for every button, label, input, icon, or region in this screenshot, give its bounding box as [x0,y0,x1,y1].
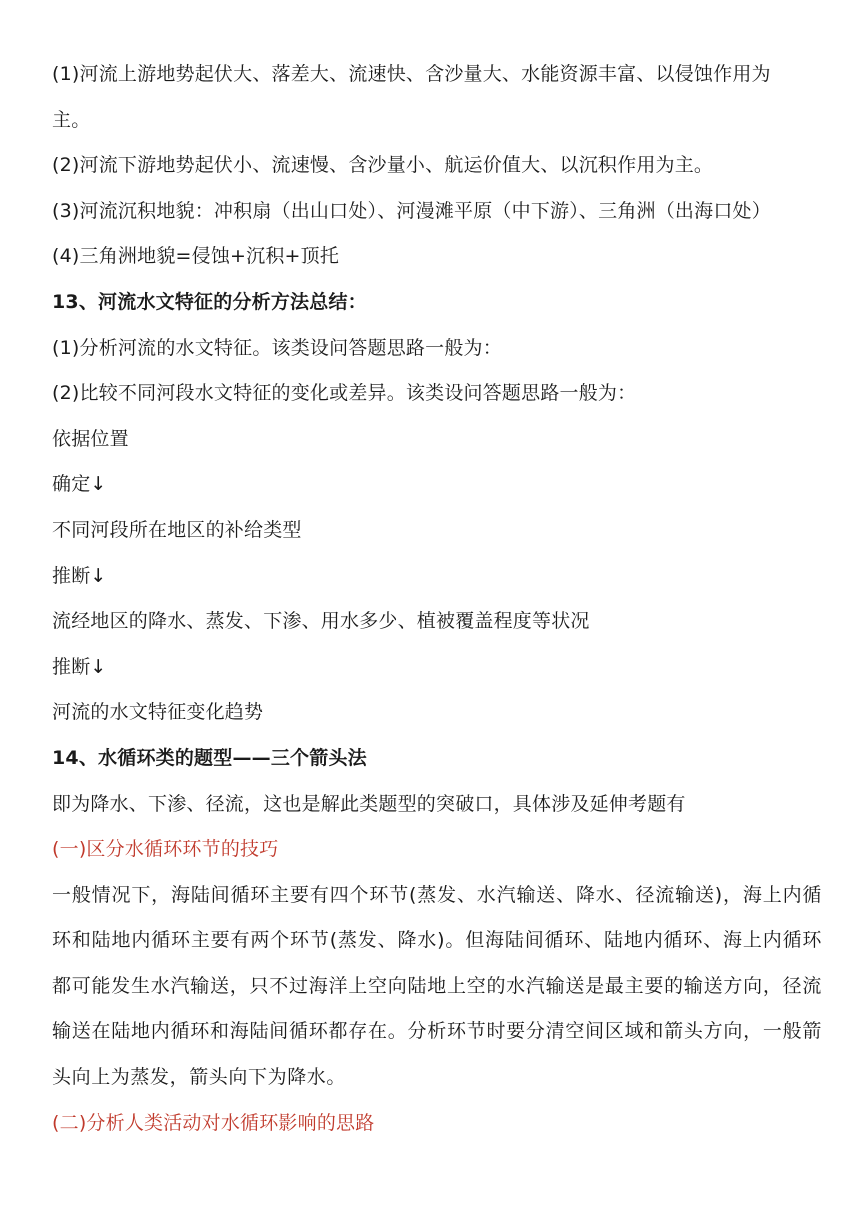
text-line: (1)分析河流的水文特征。该类设问答题思路一般为： [52,336,502,359]
flow-arrow-label: 推断↓ [52,655,107,678]
subheading-one: (一)区分水循环环节的技巧 [52,838,279,861]
document-page [52,52,822,1146]
flow-arrow-label: 确定↓ [52,473,107,496]
flow-step: 不同河段所在地区的补给类型 [52,518,302,541]
section-heading-13: 13、河流水文特征的分析方法总结： [52,290,367,313]
text-line: 即为降水、下渗、径流，这也是解此类题型的突破口，具体涉及延伸考题有 [52,792,686,815]
flow-arrow-label: 推断↓ [52,564,107,587]
text-line: (2)比较不同河段水文特征的变化或差异。该类设问答题思路一般为： [52,382,637,405]
text-line: (2)河流下游地势起伏小、流速慢、含沙量小、航运价值大、以沉积作用为主。 [52,154,714,177]
flow-step: 流经地区的降水、蒸发、下渗、用水多少、植被覆盖程度等状况 [52,610,590,633]
text-line: (3)河流沉积地貌：冲积扇（出山口处）、河漫滩平原（中下游）、三角洲（出海口处） [52,199,771,222]
subheading-two: (二)分析人类活动对水循环影响的思路 [52,1111,375,1134]
flow-step: 河流的水文特征变化趋势 [52,701,264,724]
text-line: (1)河流上游地势起伏大、落差大、流速快、含沙量大、水能资源丰富、以侵蚀作用为 [52,63,771,85]
text-line: 主。 [52,108,91,131]
body-paragraph: 一般情况下，海陆间循环主要有四个环节(蒸发、水汽输送、降水、径流输送)，海上内循环和陆地内循环主要有两个环节(蒸发、降水)。但海陆间循环、陆地内循环、海上内循环都可能发生水汽输送，只不过海洋上空向陆地上空的水汽输送是最主要的输送方向，径流输送在陆地内循环和海陆间循环都存在。分析环节时要分清空间区域和箭头方向，一般箭头向上为蒸发，箭头向下为降水。 [52,883,822,1089]
text-line: (4)三角洲地貌=侵蚀+沉积+顶托 [52,245,340,268]
flow-step: 依据位置 [52,427,129,450]
section-heading-14: 14、水循环类的题型——三个箭头法 [52,746,367,769]
